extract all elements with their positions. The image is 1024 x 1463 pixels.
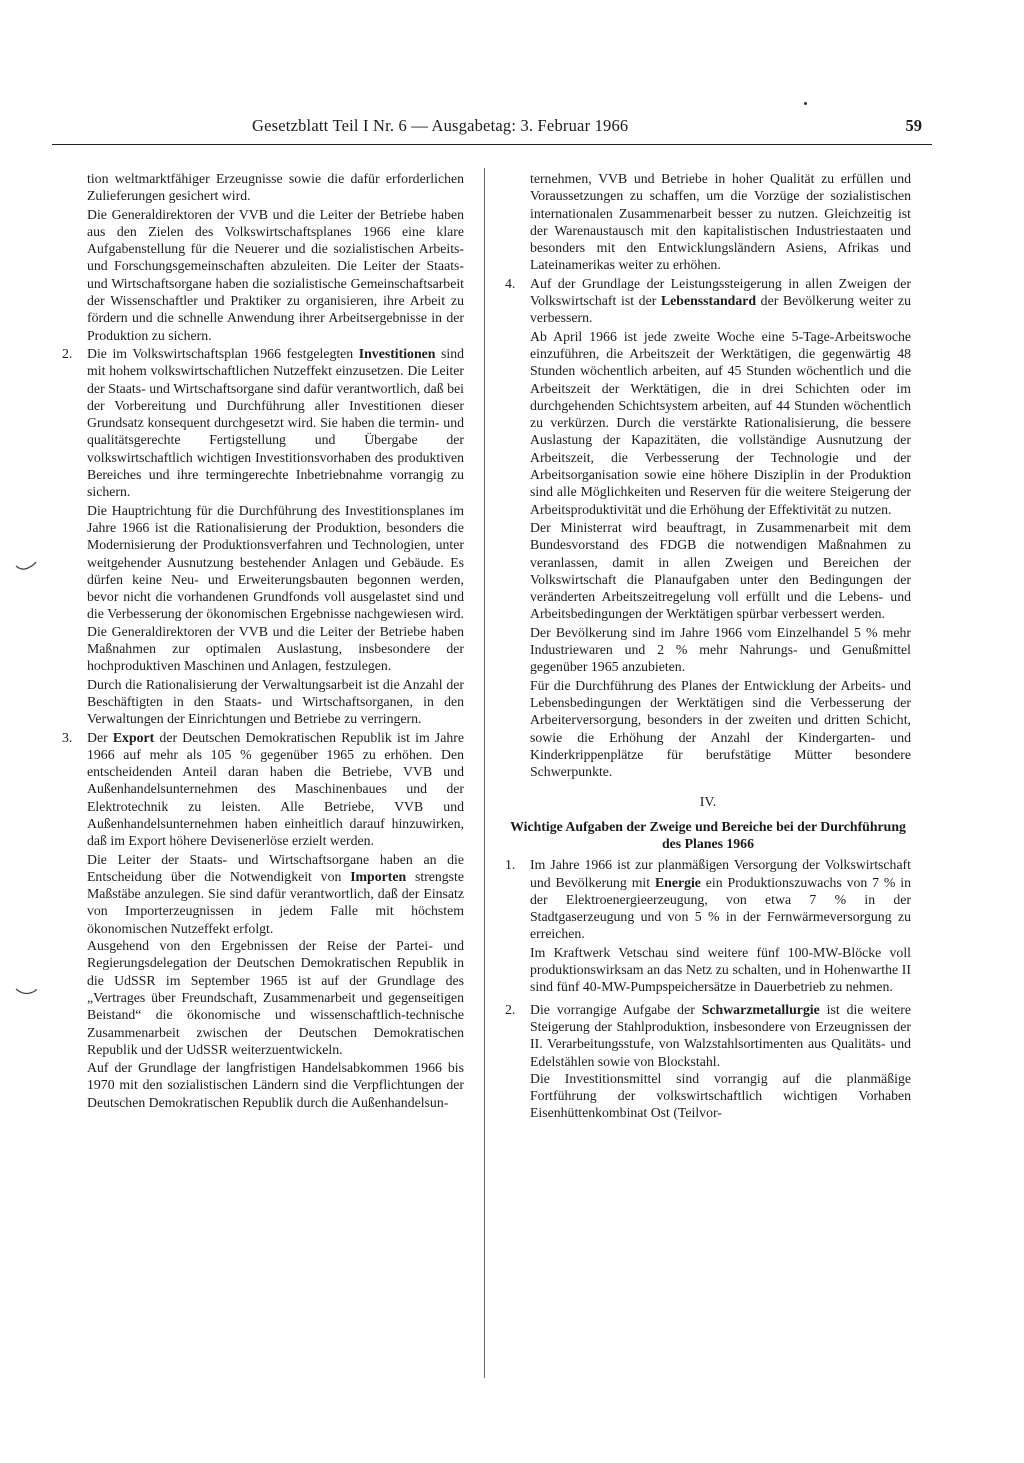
text-run: sind mit hohem volkswirtschaftlichen Nutzeffekt einzusetzen. Die Leiter der Staats- und Wirtschaftsorgane sind dafür verantwortlich, daß bei der Vorbereitung und Durchführung aller Investitionen dieser Grundsatz konsequent durchgesetzt wird. Sie haben die termin- und qualitätsgerechte Fertigstellung und Übergabe der volkswirtschaftlich wichtigen Investitionsvorhaben des produktiven Bereiches und ihre termingerechte Inbetriebnahme vorrangig zu sichern. — [87, 345, 464, 500]
running-title: Gesetzblatt Teil I Nr. 6 — Ausgabetag: 3. Februar 1966 — [252, 116, 629, 135]
list-item — [505, 1001, 911, 1070]
text-run: der Bevölkerung weiter zu verbessern. — [530, 293, 911, 326]
paragraph: ternehmen, VVB und Betriebe in hoher Qualität zu erfüllen und Voraussetzungen zu schaffen, um die Vorzüge der sozialistischen internationalen Zusammenarbeit besser zu nutzen. Gleichzeitig ist der Warenaustausch mit den kapitalistischen Industriestaaten und besonders mit den Entwicklungsländern Asiens, Afrikas und Lateinamerikas weiter zu erhöhen. — [530, 171, 911, 273]
paragraph: Für die Durchführung des Planes der Entwicklung der Arbeits- und Lebensbedingungen der Werktätigen sind die Verbesserung der Arbeiterversorgung, besonders in der zweiten und dritten Schicht, sowie die Erhöhung der Anzahl der Kindergarten- und Kinderkrippenplätze für berufstätige Mütter besondere Schwerpunkte. — [530, 677, 911, 780]
text-run: der Deutschen Demokratischen Republik ist im Jahre 1966 auf mehr als 105 % gegenüber 1965 zu erhöhen. Den entscheidenden Anteil daran haben die Betriebe, VVB und Außenhandelsunternehmen des Maschinenbaues und der Elektrotechnik zu leisten. Alle Betriebe, VVB und Außenhandelsunternehmen haben einheitlich darauf hinzuwirken, daß im Export höhere Devisenerlöse erzielt werden. — [87, 729, 464, 849]
item-number: 3. — [62, 729, 73, 745]
paragraph: Durch die Rationalisierung der Verwaltungsarbeit ist die Anzahl der Beschäftigten in den Staats- und Wirtschaftsorganen, in den Verwaltungen der Einrichtungen und Betriebe zu verringern. — [87, 676, 464, 727]
item-number: 4. — [505, 275, 516, 291]
margin-pencil-mark-icon — [14, 985, 38, 997]
column-divider — [484, 168, 485, 1378]
keyword: Importen — [350, 868, 407, 884]
paragraph: Ab April 1966 ist jede zweite Woche eine 5-Tage-Arbeitswoche einzuführen, die Arbeitszeit der Werktätigen, die gegenwärtig 48 Stunden wöchentlich arbeiten, auf 45 Stunden wöchentlich und die Arbeitszeit der Werktätigen, die in drei Schichten oder im durchgehenden Schichtsystem arbeiten, auf 44 Stunden wöchentlich zu verkürzen. Durch die verstärkte Rationalisierung, die bessere Auslastung der Kapazitäten, die vollständige Ausnutzung der Arbeitszeit, die Verbesserung der Technologie und der Arbeitsorganisation sowie eine höhere Disziplin in der Produktion sind alle Möglichkeiten und Reserven für die weitere Steigerung der Arbeitsproduktivität und die Erhöhung der Effektivität zu nutzen. — [530, 328, 911, 517]
right-column — [505, 170, 911, 1122]
paragraph: Auf der Grundlage der langfristigen Handelsabkommen 1966 bis 1970 mit den sozialistischen Ländern sind die Verpflichtungen der Deutschen Demokratischen Republik durch die Außenhandelsun- — [87, 1060, 464, 1110]
text-run: strengste Maßstäbe anzulegen. Sie sind dafür verantwortlich, daß der Einsatz von Importerzeugnissen in jedem Falle mit höchstem ökonomischen Nutzeffekt erfolgt. — [87, 868, 464, 936]
paragraph: tion weltmarktfähiger Erzeugnisse sowie die dafür erforderlichen Zulieferungen gesichert wird. — [87, 171, 464, 204]
paragraph — [62, 851, 464, 937]
section-heading: Wichtige Aufgaben der Zweige und Bereiche bei der Durchführung des Planes 1966 — [510, 818, 906, 851]
item-number: 2. — [505, 1001, 516, 1017]
item-number: 2. — [62, 345, 73, 361]
paragraph: Im Kraftwerk Vetschau sind weitere fünf 100-MW-Blöcke voll produktionswirksam an das Netz zu schalten, und in Hohenwarthe II sind fünf 40-MW-Pumpspeichersätze in Dauerbetrieb zu nehmen. — [530, 944, 911, 995]
list-item — [62, 729, 464, 850]
paragraph: Die Generaldirektoren der VVB und die Leiter der Betriebe haben aus den Zielen des Volkswirtschaftsplanes 1966 eine klare Aufgabenstellung für die Neuerer und die sozialistischen Arbeits- und Forschungsgemeinschaften abzuleiten. Die Leiter der Staats- und Wirtschaftsorgane haben die sozialistische Gemeinschaftsarbeit der Wissenschaftler und Praktiker zu organisieren, ihre Arbeit zu fördern und die schnelle Anwendung ihrer Arbeitsergebnisse in der Produktion zu sichern. — [87, 206, 464, 343]
page-header — [52, 112, 932, 145]
paragraph: Der Ministerrat wird beauftragt, in Zusammenarbeit mit dem Bundesvorstand des FDGB die notwendigen Maßnahmen zu veranlassen, damit in allen Zweigen und Bereichen der Volkswirtschaft die Planaufgaben unter den Bedingungen der veränderten Arbeitszeitregelung voll erfüllt und die Lebens- und Arbeitsbedingungen der Werktätigen spürbar verbessert werden. — [530, 519, 911, 622]
text-run: Die Leiter der Staats- und Wirtschaftsorgane haben an die Entscheidung über die Notwendigkeit von — [87, 851, 464, 884]
list-item — [505, 275, 911, 327]
keyword: Schwarzmetallurgie — [701, 1001, 820, 1017]
text-run: Die im Volkswirtschaftsplan 1966 festgelegten — [87, 345, 359, 361]
text-run: ist die weitere Steigerung der Stahlproduktion, insbesondere von Erzeugnissen der II. Verarbeitungsstufe, von Walzstahlsortimenten aus Qualitäts- und Edelstählen sowie von Blockstahl. — [530, 1001, 911, 1069]
keyword: Lebensstandard — [660, 293, 757, 309]
text-run: Der — [87, 729, 113, 745]
print-speck — [804, 102, 807, 105]
paragraph: Ausgehend von den Ergebnissen der Reise der Partei- und Regierungsdelegation der Deutschen Demokratischen Republik in die UdSSR im September 1965 ist auf der Grundlage des „Vertrages über Freundschaft, Zusammenarbeit und gegenseitigen Beistand“ die ökonomische und wissenschaftlich-technische Zusammenarbeit zwischen der Deutschen Demokratischen Republik und der UdSSR weiterzuentwickeln. — [87, 938, 464, 1057]
keyword: Export — [112, 729, 155, 745]
keyword: Energie — [654, 874, 701, 890]
margin-pencil-mark-icon — [14, 560, 38, 572]
paragraph: Die Investitionsmittel sind vorrangig auf die planmäßige Fortführung der volkswirtschaftlich wichtigen Vorhaben Eisenhüttenkombinat Ost (Teilvor- — [530, 1070, 911, 1121]
page-number: 59 — [905, 116, 922, 135]
paragraph: Die Hauptrichtung für die Durchführung des Investitionsplanes im Jahre 1966 ist die Rationalisierung der Produktion, besonders die Modernisierung der Produktionsverfahren und Technologien, unter weitgehender Ausnutzung bestehender Anlagen und Gebäude. Es dürfen keine Neu- und Erweiterungsbauten begonnen werden, bevor nicht die vorhandenen Grundfonds voll ausgelastet sind und die Verbesserung der ökonomischen Ergebnisse nachgewiesen wird. Die Generaldirektoren der VVB und die Leiter der Betriebe haben Maßnahmen zur optimalen Auslastung, insbesondere der hochproduktiven Maschinen und Anlagen, festzulegen. — [87, 502, 464, 674]
text-run: ein Produktionszuwachs von 7 % in der Elektroenergieerzeugung, von etwa 7 % in der Stadtgaserzeugung und von 5 % in der Fernwärmeversorgung zu erreichen. — [530, 874, 911, 942]
list-item — [62, 345, 464, 501]
left-column — [62, 170, 464, 1111]
list-item — [505, 856, 911, 942]
keyword: Investitionen — [358, 345, 436, 361]
paragraph: Der Bevölkerung sind im Jahre 1966 vom Einzelhandel 5 % mehr Industriewaren und 2 % mehr Nahrungs- und Genußmittel gegenüber 1965 anzubieten. — [530, 624, 911, 675]
item-number: 1. — [505, 857, 516, 873]
text-run: Auf der Grundlage der Leistungssteigerung in allen Zweigen der Volkswirtschaft ist der — [530, 275, 911, 309]
text-run: Die vorrangige Aufgabe der — [530, 1001, 702, 1017]
section-number: IV. — [699, 795, 717, 811]
text-run: Im Jahre 1966 ist zur planmäßigen Versorgung der Volkswirtschaft und Bevölkerung mit — [530, 857, 911, 890]
